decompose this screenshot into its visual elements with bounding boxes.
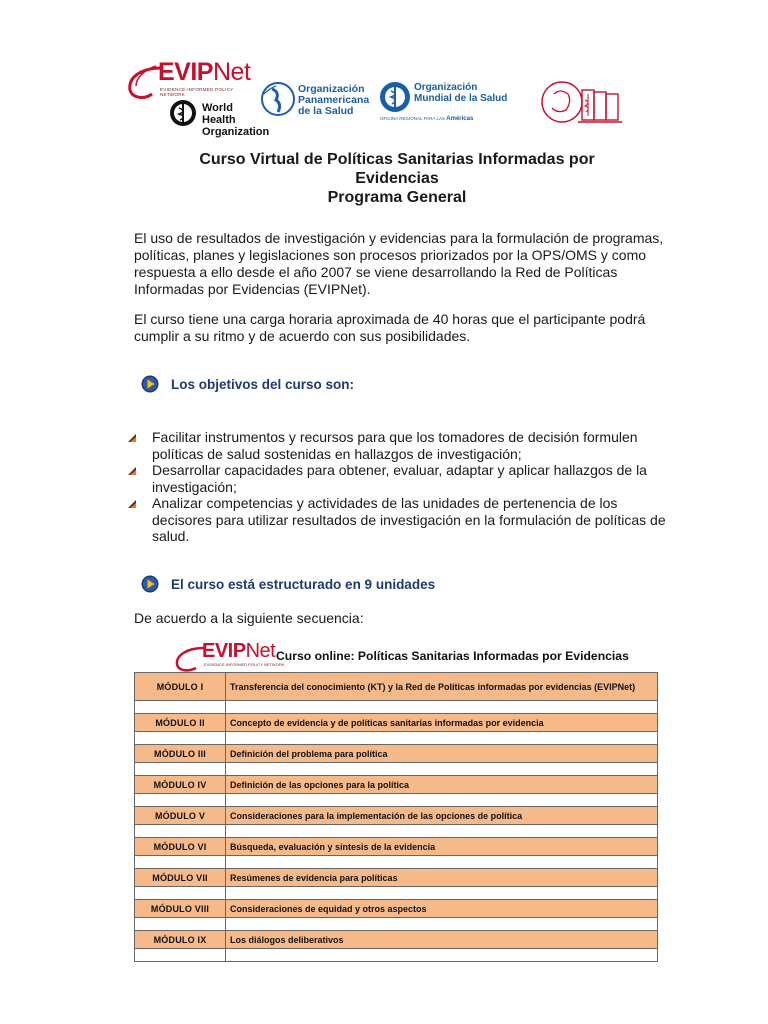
table-spacer-row: [135, 763, 658, 776]
table-row: [135, 807, 658, 825]
table-spacer-row: [135, 949, 658, 962]
objectives-heading-label: Los objetivos del curso son:: [171, 376, 355, 392]
table-spacer-row: [135, 701, 658, 714]
module-name: Definición del problema para política: [226, 745, 658, 763]
module-code: MÓDULO VII: [135, 869, 226, 887]
spacer-cell: [226, 794, 658, 807]
course-table-header: [174, 636, 664, 674]
table-spacer-row: [135, 794, 658, 807]
spacer-cell: [135, 701, 226, 714]
table-row: [135, 673, 658, 701]
spacer-cell: [135, 732, 226, 745]
oms-logo: [378, 80, 508, 120]
objective-text: Facilitar instrumentos y recursos para que los tomadores de decisión formulen políticas de salud sostenidas en hallazgos de investigación;: [152, 429, 638, 462]
list-item: [128, 495, 668, 545]
spacer-cell: [135, 856, 226, 869]
module-code: MÓDULO II: [135, 714, 226, 732]
spacer-cell: [135, 825, 226, 838]
spacer-cell: [135, 794, 226, 807]
play-bullet-icon: [141, 375, 159, 393]
spacer-cell: [226, 856, 658, 869]
who-line1: World Health: [202, 102, 236, 126]
table-row: [135, 900, 658, 918]
oms-line2: Mundial de la Salud: [414, 93, 508, 104]
oms-sub-bold: Américas: [446, 116, 474, 122]
table-row: [135, 838, 658, 856]
module-name: Concepto de evidencia y de políticas sanitarias informadas por evidencia: [226, 714, 658, 732]
who-blue-emblem-icon: [378, 80, 412, 114]
course-logo-word: EVIP: [202, 640, 246, 662]
spacer-cell: [226, 887, 658, 900]
table-row: [135, 745, 658, 763]
structure-heading-label: El curso está estructurado en 9 unidades: [171, 576, 436, 592]
module-name: Búsqueda, evaluación y síntesis de la evidencia: [226, 838, 658, 856]
module-code: MÓDULO I: [135, 673, 226, 701]
evipnet-tagline: EVIDENCE-INFORMED POLICY NETWORK: [160, 87, 234, 97]
spacer-cell: [226, 732, 658, 745]
course-logo-tagline: EVIDENCE-INFORMED POLICY NETWORK: [204, 662, 285, 667]
title-line3: Programa General: [327, 189, 467, 206]
header-logos: [120, 48, 640, 138]
who-line2: Organization: [202, 126, 270, 138]
triangle-bullet-icon: [128, 500, 136, 508]
module-name: Los diálogos deliberativos: [226, 931, 658, 949]
ops-line1: Organización: [298, 83, 365, 95]
list-item: [128, 429, 668, 462]
table-spacer-row: [135, 887, 658, 900]
play-bullet-icon: [141, 575, 159, 593]
modules-table: [134, 672, 658, 962]
evipnet-logo-word: EVIP: [158, 58, 213, 86]
table-spacer-row: [135, 856, 658, 869]
module-name: Resúmenes de evidencia para políticas: [226, 869, 658, 887]
module-code: MÓDULO IV: [135, 776, 226, 794]
module-name: Definición de las opciones para la política: [226, 776, 658, 794]
spacer-cell: [135, 949, 226, 962]
table-row: [135, 869, 658, 887]
table-spacer-row: [135, 918, 658, 931]
ops-line3: de la Salud: [298, 105, 354, 117]
evipnet-logo: [126, 52, 270, 138]
spacer-cell: [135, 763, 226, 776]
triangle-bullet-icon: [128, 434, 136, 442]
intro-paragraph: El uso de resultados de investigación y evidencias para la formulación de programas, políticas, planes y legislaciones son procesos priorizados por la OPS/OMS y como respuesta a ello desde el año 2007 se viene desarrollando la Red de Políticas Informadas por Evidencias (EVIPNet).: [134, 230, 664, 297]
course-table-title: Curso online: Políticas Sanitarias Informadas por Evidencias: [276, 649, 629, 663]
spacer-cell: [226, 918, 658, 931]
sequence-paragraph: De acuerdo a la siguiente secuencia:: [134, 610, 364, 626]
module-name: Transferencia del conocimiento (KT) y la Red de Políticas informadas por evidencias (EVIPNet): [226, 673, 658, 701]
course-logo-suffix: Net: [245, 640, 276, 662]
spacer-cell: [226, 701, 658, 714]
spacer-cell: [135, 887, 226, 900]
module-name: Consideraciones de equidad y otros aspectos: [226, 900, 658, 918]
table-spacer-row: [135, 825, 658, 838]
page-title: [134, 150, 660, 207]
title-line1: Curso Virtual de Políticas Sanitarias Informadas por: [199, 151, 595, 168]
table-row: [135, 776, 658, 794]
module-name: Consideraciones para la implementación de las opciones de política: [226, 807, 658, 825]
spacer-cell: [226, 949, 658, 962]
module-code: MÓDULO VI: [135, 838, 226, 856]
hours-paragraph: El curso tiene una carga horaria aproximada de 40 horas que el participante podrá cumplir a su ritmo y de acuerdo con sus posibilidades.: [134, 311, 646, 344]
module-code: MÓDULO IX: [135, 931, 226, 949]
paho-globe-icon: [260, 80, 296, 118]
spacer-cell: [226, 825, 658, 838]
table-row: [135, 931, 658, 949]
ops-line2: Panamericana: [298, 94, 370, 106]
table-row: [135, 714, 658, 732]
ops-logo: [260, 80, 380, 120]
objective-text: Analizar competencias y actividades de las unidades de pertenencia de los decisores para utilizar resultados de investigación en la formulación de políticas de salud.: [152, 495, 666, 544]
spacer-cell: [226, 763, 658, 776]
triangle-bullet-icon: [128, 467, 136, 475]
books-health-icon: [538, 78, 630, 128]
who-emblem-icon: [168, 98, 198, 128]
objectives-heading: [141, 373, 354, 395]
module-code: MÓDULO VIII: [135, 900, 226, 918]
objective-text: Desarrollar capacidades para obtener, evaluar, adaptar y aplicar hallazgos de la investigación;: [152, 462, 647, 495]
oms-line1: Organización: [414, 82, 478, 93]
evipnet-logo-suffix: Net: [212, 58, 251, 86]
title-line2: Evidencias: [355, 170, 439, 187]
module-code: MÓDULO V: [135, 807, 226, 825]
objectives-list: [128, 429, 668, 545]
structure-heading: [141, 573, 435, 595]
list-item: [128, 462, 668, 495]
oms-sub: OFICINA REGIONAL PARA LAS: [380, 116, 446, 121]
spacer-cell: [135, 918, 226, 931]
course-modules-figure: [134, 636, 660, 962]
table-spacer-row: [135, 732, 658, 745]
module-code: MÓDULO III: [135, 745, 226, 763]
